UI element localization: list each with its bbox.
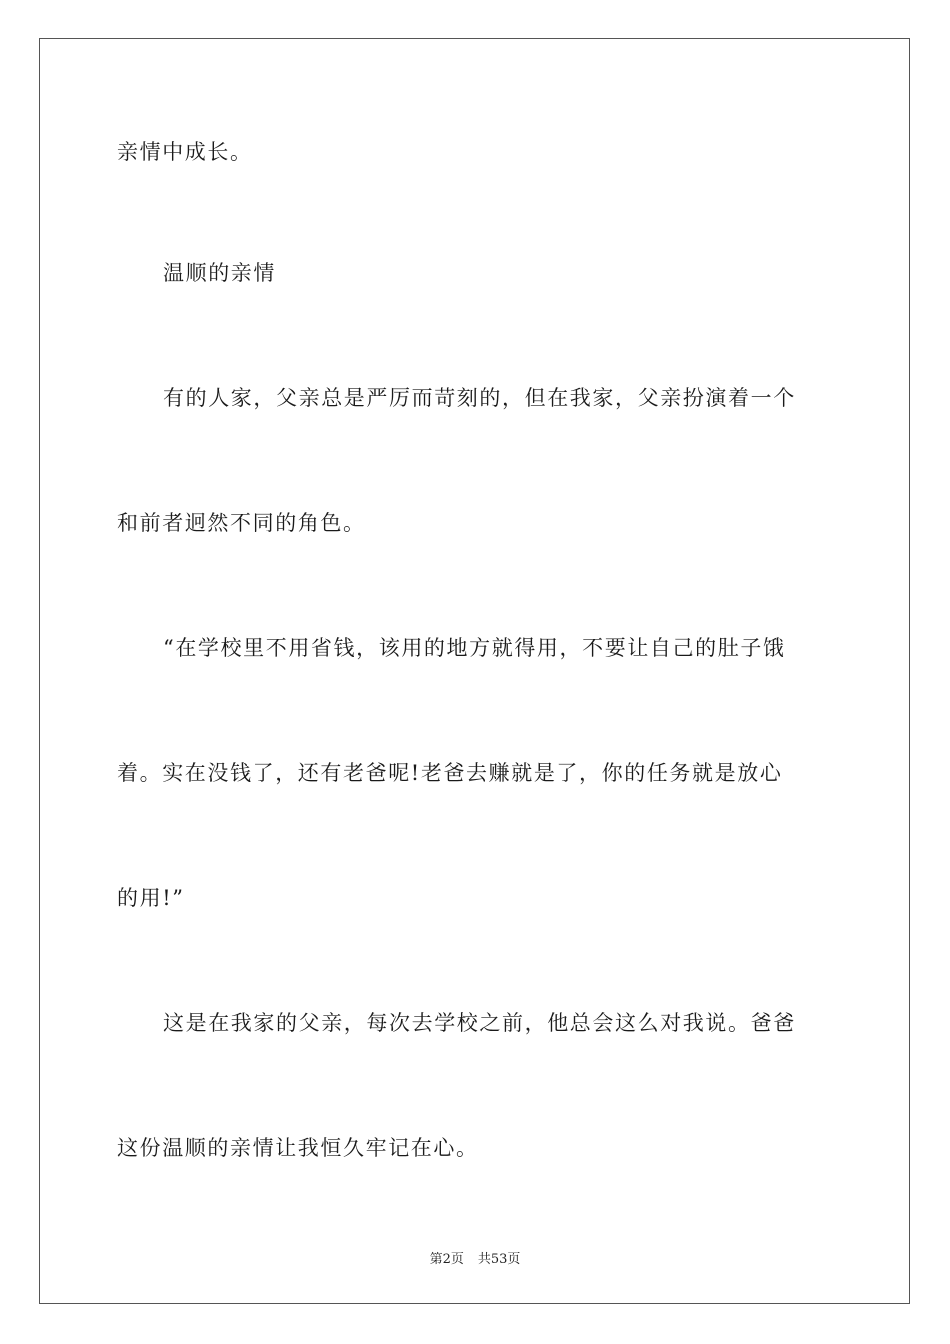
paragraph-line: “在学校里不用省钱，该用的地方就得用，不要让自己的肚子饿 xyxy=(163,636,786,660)
paragraph-line: 着。实在没钱了，还有老爸呢!老爸去赚就是了，你的任务就是放心 xyxy=(117,761,783,785)
section-heading: 温顺的亲情 xyxy=(163,261,276,285)
page-footer xyxy=(0,1248,950,1267)
page-frame xyxy=(39,38,910,1304)
paragraph-line: 亲情中成长。 xyxy=(117,140,253,164)
page-total: 共53页 xyxy=(477,1252,521,1267)
paragraph-line: 的用!” xyxy=(117,886,185,910)
paragraph-line: 有的人家，父亲总是严厉而苛刻的，但在我家，父亲扮演着一个 xyxy=(163,386,796,410)
page-number: 第2页 xyxy=(429,1252,464,1267)
paragraph-line: 这是在我家的父亲，每次去学校之前，他总会这么对我说。爸爸 xyxy=(163,1011,796,1035)
paragraph-line: 和前者迥然不同的角色。 xyxy=(117,511,366,535)
paragraph-line: 这份温顺的亲情让我恒久牢记在心。 xyxy=(117,1136,479,1160)
